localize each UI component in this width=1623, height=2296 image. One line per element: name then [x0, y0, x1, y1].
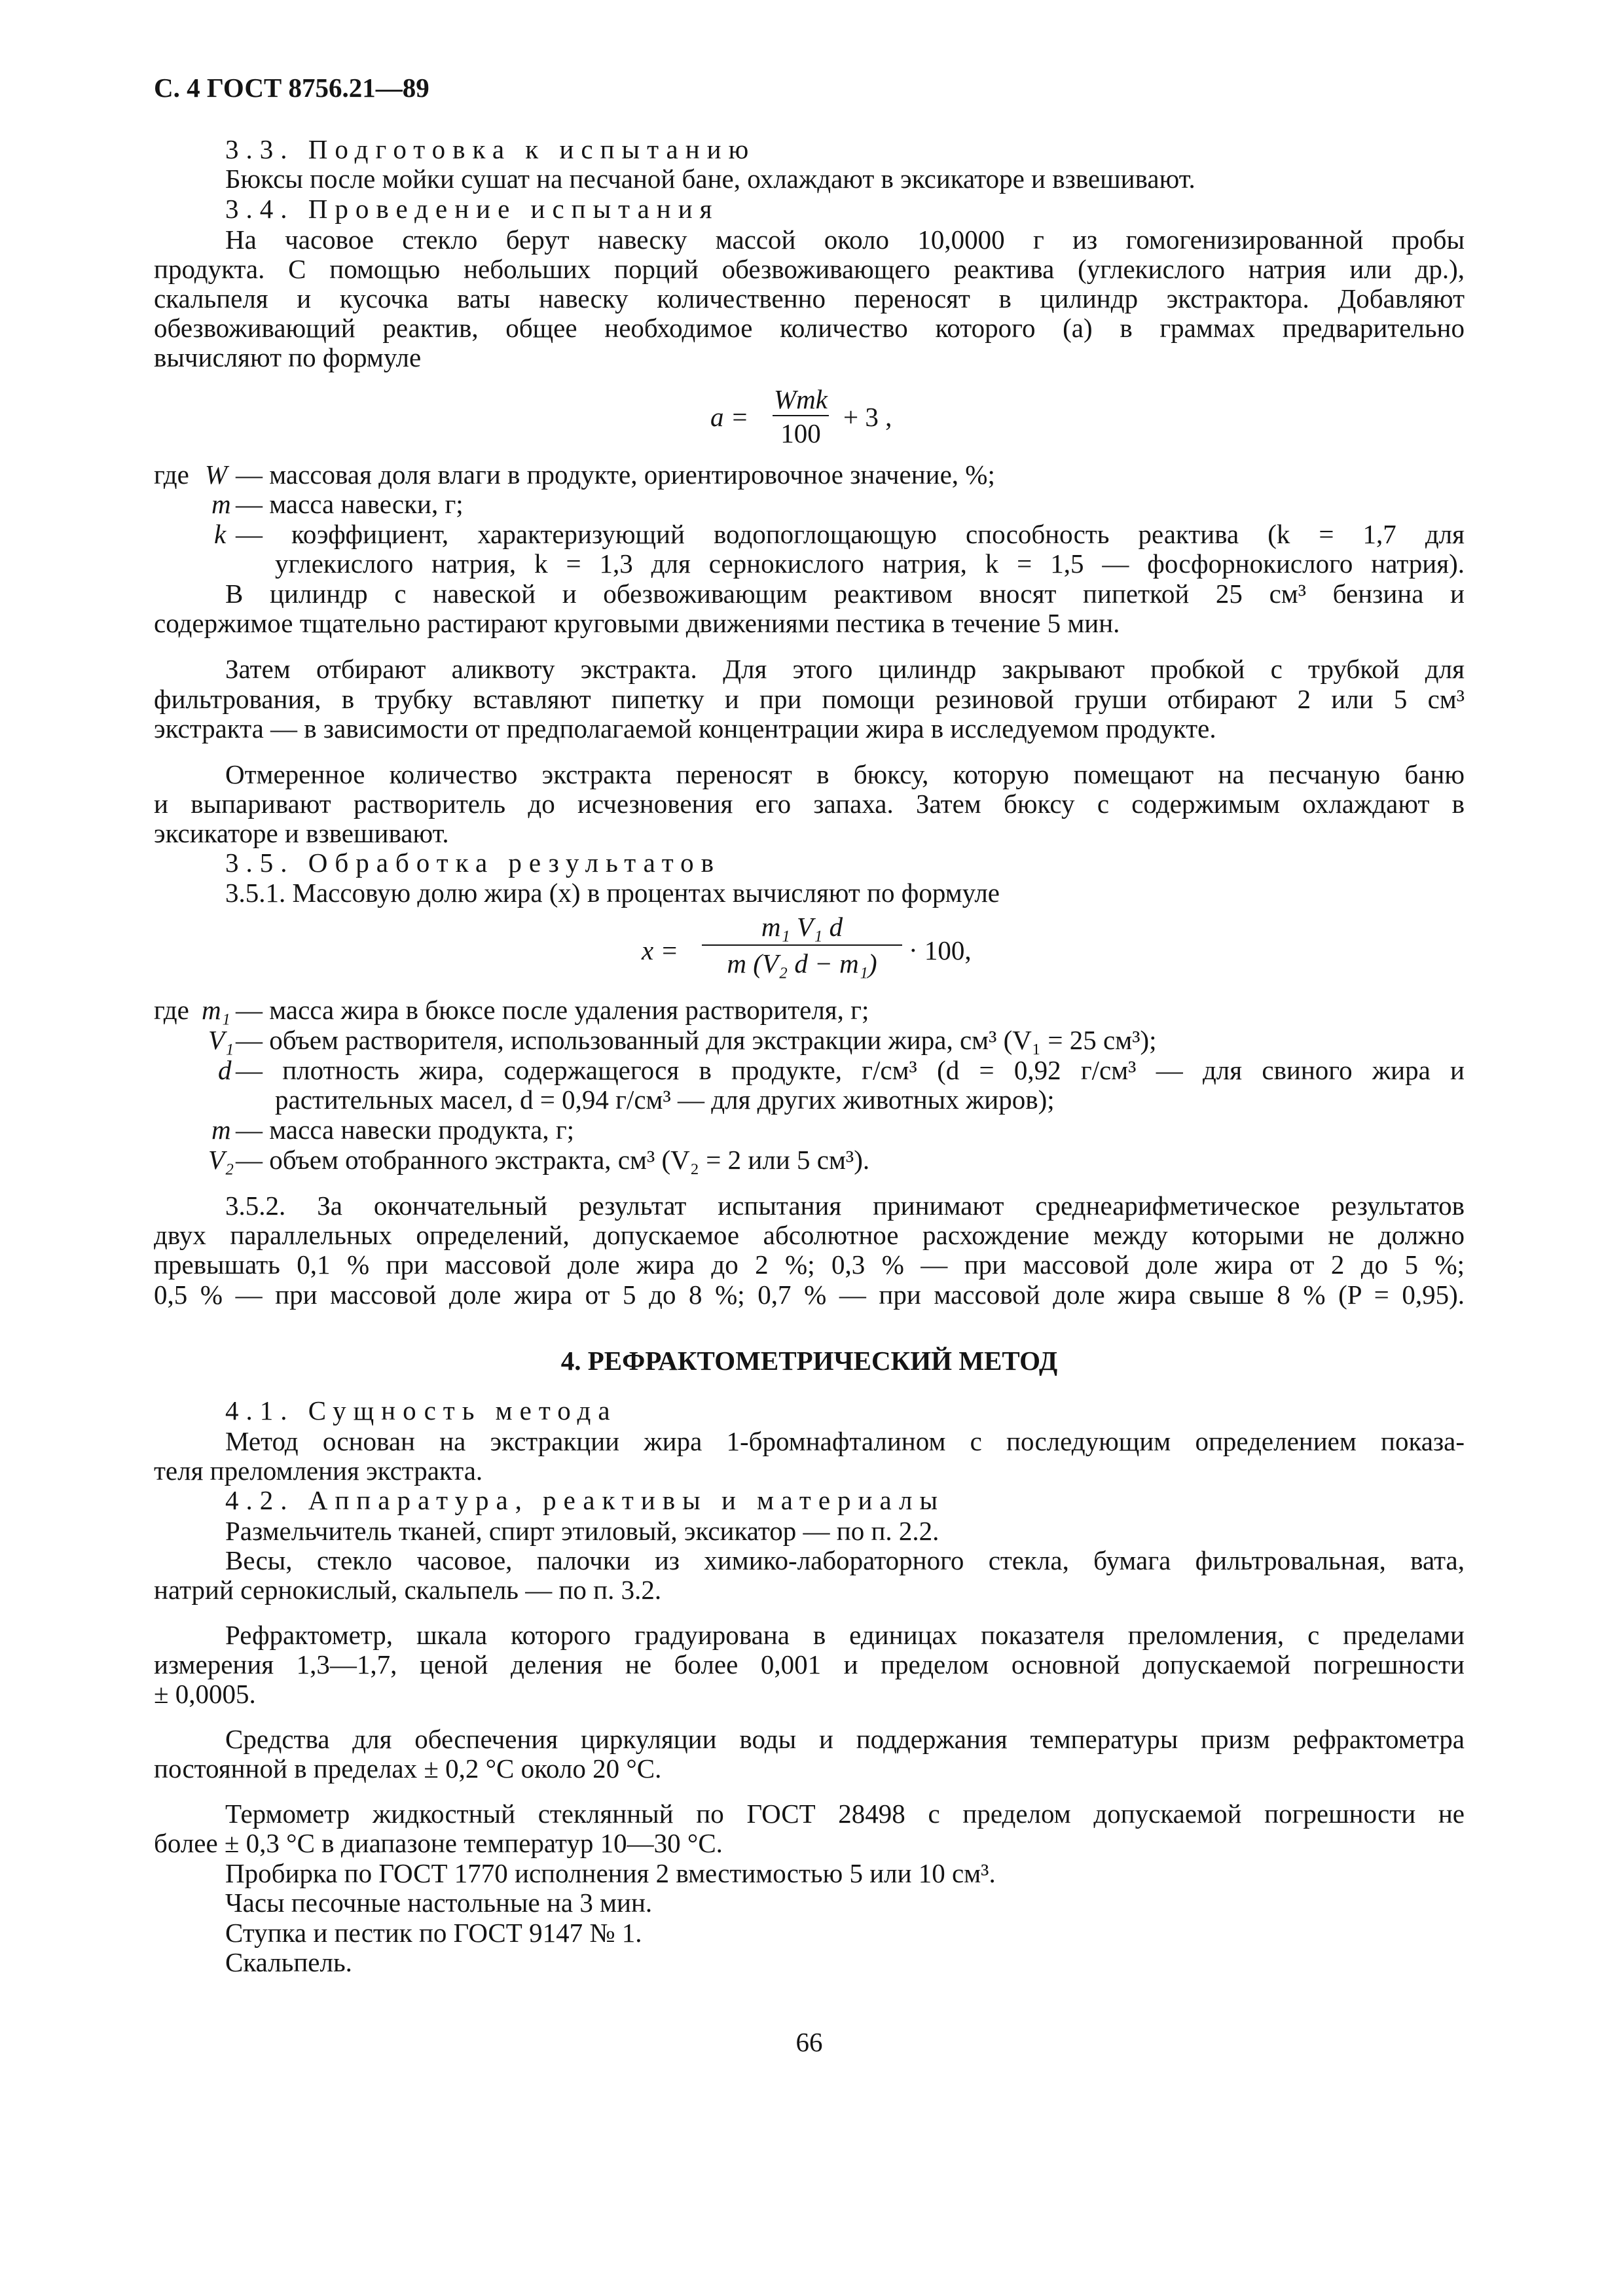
section-3-3-text: Бюксы после мойки сушат на песчаной бане, охлаждают в эксикаторе и взвешивают.: [225, 164, 1195, 194]
list-item: Скальпель.: [225, 1947, 352, 1977]
paragraph-line: Отмеренное количество экстракта переносят в бюксу, которую помещают на песчаную баню: [225, 759, 1465, 789]
paragraph-line: обезвоживающий реактив, общее необходимое количество которого (a) в граммах предварительно: [154, 313, 1465, 343]
formula-1-rest: + 3 ,: [843, 402, 892, 432]
definition-k-cont: углекислого натрия, k = 1,3 для сернокислого натрия, k = 1,5 — фосфорнокислого натрия).: [275, 548, 1465, 579]
paragraph-line: Затем отбирают аликвоту экстракта. Для этого цилиндр закрывают пробкой с трубкой для: [225, 654, 1465, 684]
section-3-3-title: 3.3. Подготовка к испытанию: [225, 134, 756, 164]
where-label: где: [154, 995, 189, 1025]
list-item-cont: более ± 0,3 °С в диапазоне температур 10—30 °С.: [154, 1828, 723, 1858]
definition-m: — масса навески продукта, г;: [236, 1115, 575, 1145]
paragraph-line: содержимое тщательно растирают круговыми движениями пестика в течение 5 мин.: [154, 608, 1120, 638]
paragraph-line: эксикаторе и взвешивают.: [154, 818, 449, 848]
paragraph-line: двух параллельных определений, допускаемое абсолютное расхождение между которыми не должно: [154, 1220, 1465, 1250]
list-item: Пробирка по ГОСТ 1770 исполнения 2 вместимостью 5 или 10 см³.: [225, 1858, 996, 1888]
section-4-heading: 4. РЕФРАКТОМЕТРИЧЕСКИЙ МЕТОД: [560, 1346, 1058, 1376]
list-item: Средства для обеспечения циркуляции воды и поддержания температуры призм рефрактометра: [225, 1724, 1465, 1754]
definition-m: — масса навески, г;: [236, 489, 464, 519]
formula-2-rest: · 100,: [909, 935, 972, 965]
paragraph-line: скальпеля и кусочка ваты навеску количественно переносят в цилиндр экстрактора. Добавляют: [154, 283, 1465, 314]
list-item: Размельчитель тканей, спирт этиловый, эксикатор — по п. 2.2.: [225, 1516, 939, 1546]
list-item: Ступка и пестик по ГОСТ 9147 № 1.: [225, 1918, 642, 1948]
symbol-d: d: [218, 1055, 232, 1085]
symbol-V2: V₂: [208, 1145, 234, 1175]
paragraph-line: В цилиндр с навеской и обезвоживающим реактивом вносят пипеткой 25 см³ бензина и: [225, 579, 1465, 609]
symbol-m1: m₁: [202, 995, 230, 1025]
definition-d-cont: растительных масел, d = 0,94 г/см³ — для других животных жиров);: [275, 1085, 1055, 1115]
paragraph-line: теля преломления экстракта.: [154, 1456, 483, 1486]
formula-1-lhs: a =: [710, 402, 749, 432]
paragraph-line: превышать 0,1 % при массовой доле жира до 2 %; 0,3 % — при массовой доле жира от 2 до 5 %;: [154, 1249, 1465, 1280]
section-3-5-1-text: 3.5.1. Массовую долю жира (x) в процентах вычисляют по формуле: [225, 878, 1000, 908]
formula-2-lhs: x =: [642, 935, 679, 965]
symbol-m: m: [211, 489, 231, 519]
paragraph-line: Метод основан на экстракции жира 1-бромнафталином с последующим определением показа-: [225, 1426, 1465, 1456]
definition-d: — плотность жира, содержащегося в продукте, г/см³ (d = 0,92 г/см³ — для свиного жира и: [236, 1055, 1465, 1085]
symbol-V1: V₁: [208, 1025, 234, 1055]
section-4-1-title: 4.1. Сущность метода: [225, 1395, 617, 1426]
page-number: 66: [795, 2027, 823, 2057]
list-item: Весы, стекло часовое, палочки из химико-лабораторного стекла, бумага фильтровальная, вата,: [225, 1545, 1465, 1575]
definition-k: — коэффициент, характеризующий водопоглощающую способность реактива (k = 1,7 для: [236, 519, 1465, 549]
definition-W: — массовая доля влаги в продукте, ориентировочное значение, %;: [236, 459, 995, 490]
section-3-5-title: 3.5. Обработка результатов: [225, 848, 721, 878]
fraction-bar: [773, 415, 829, 416]
running-title: С. 4 ГОСТ 8756.21—89: [154, 73, 429, 103]
symbol-m: m: [211, 1115, 231, 1145]
paragraph-line: 3.5.2. За окончательный результат испытания принимают среднеарифметическое результатов: [225, 1191, 1465, 1221]
section-3-4-title: 3.4. Проведение испытания: [225, 194, 720, 224]
list-item: Рефрактометр, шкала которого градуирована в единицах показателя преломления, с пределами: [225, 1620, 1465, 1650]
definition-V2: — объем отобранного экстракта, см³ (V₂ = 2 или 5 см³).: [236, 1145, 870, 1175]
formula-1-denominator: 100: [780, 418, 821, 448]
paragraph-line: и выпаривают растворитель до исчезновения его запаха. Затем бюксу с содержимым охлаждают в: [154, 789, 1465, 819]
formula-2-numerator: m₁ V₁ d: [761, 912, 843, 942]
paragraph-line: экстракта — в зависимости от предполагаемой концентрации жира в исследуемом продукте.: [154, 713, 1216, 744]
paragraph-line: фильтрования, в трубку вставляют пипетку и при помощи резиновой груши отбирают 2 или 5 см³: [154, 684, 1465, 714]
symbol-W: W: [205, 459, 228, 490]
section-4-2-title: 4.2. Аппаратура, реактивы и материалы: [225, 1485, 945, 1515]
paragraph-line: продукта. С помощью небольших порций обезвоживающего реактива (углекислого натрия или др.),: [154, 254, 1465, 284]
list-item-cont: ± 0,0005.: [154, 1679, 256, 1709]
definition-m1: — масса жира в бюксе после удаления растворителя, г;: [236, 995, 869, 1025]
fraction-bar: [702, 944, 902, 946]
where-label: где: [154, 459, 189, 490]
list-item-cont: постоянной в пределах ± 0,2 °С около 20 °С.: [154, 1753, 662, 1784]
list-item: Термометр жидкостный стеклянный по ГОСТ 28498 с пределом допускаемой погрешности не: [225, 1799, 1465, 1829]
paragraph-line: На часовое стекло берут навеску массой около 10,0000 г из гомогенизированной пробы: [225, 224, 1465, 255]
paragraph-line: вычисляют по формуле: [154, 342, 422, 372]
list-item: Часы песочные настольные на 3 мин.: [225, 1888, 653, 1918]
symbol-k: k: [214, 519, 227, 549]
list-item-cont: измерения 1,3—1,7, ценой деления не более 0,001 и пределом основной допускаемой погрешности: [154, 1649, 1465, 1679]
paragraph-line: 0,5 % — при массовой доле жира от 5 до 8 %; 0,7 % — при массовой доле жира свыше 8 % (P = 0,95).: [154, 1280, 1465, 1310]
list-item-cont: натрий сернокислый, скальпель — по п. 3.2.: [154, 1575, 662, 1605]
formula-1-numerator: Wmk: [774, 384, 828, 414]
definition-V1: — объем растворителя, использованный для экстракции жира, см³ (V₁ = 25 см³);: [236, 1025, 1157, 1055]
formula-2-denominator: m (V₂ d − m₁): [727, 948, 877, 978]
